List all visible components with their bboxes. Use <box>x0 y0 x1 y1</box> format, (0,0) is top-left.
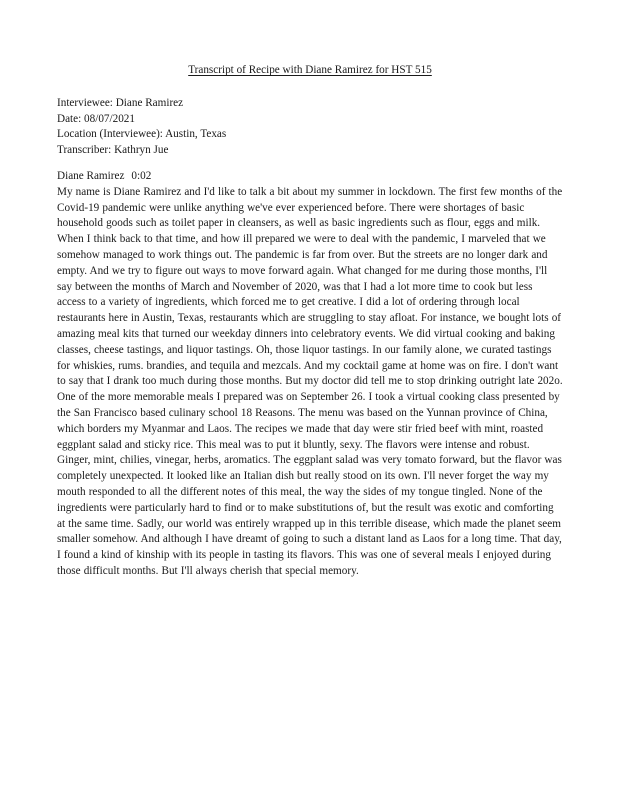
meta-transcriber: Transcriber: Kathryn Jue <box>57 144 169 157</box>
speaker-timestamp: 0:02 <box>131 169 152 182</box>
meta-date: Date: 08/07/2021 <box>57 112 135 125</box>
meta-interviewee: Interviewee: Diane Ramirez <box>57 96 184 109</box>
meta-location: Location (Interviewee): Austin, Texas <box>57 128 227 141</box>
speaker-line <box>57 169 563 185</box>
metadata-block <box>57 96 563 159</box>
speaker-name: Diane Ramirez <box>57 169 125 182</box>
transcript-body: My name is Diane Ramirez and I'd like to talk a bit about my summer in lockdown. The first few months of the Covid-19 pandemic were unlike anything we've ever experienced before. There were shortages of basic household goods such as toilet paper in cleansers, as well as basic ingredients such as flour, eggs and milk. When I think back to that time, and how ill prepared we were to deal with the pandemic, I marveled that we somehow managed to work things out. The pandemic is far from over. But the streets are no longer dark and empty. And we try to figure out ways to move forward again. What changed for me during those months, I'll say between the months of March and November of 2020, was that I had a lot more time to cook but less access to a variety of ingredients, which forced me to get creative. I did a lot of ordering through local restaurants here in Austin, Texas, restaurants which are struggling to stay afloat. For instance, we bought lots of amazing meal kits that turned our weekday dinners into celebratory events. We did virtual cooking and baking classes, cheese tastings, and liquor tastings. Oh, those liquor tastings. In our family alone, we curated tastings for whiskies, rums. brandies, and tequila and mezcals. And my cocktail game at home was on fire. I don't want to say that I drank too much during those months. But my doctor did tell me to stop drinking outright late 202o. One of the more memorable meals I prepared was on September 26. I took a virtual cooking class presented by the San Francisco based culinary school 18 Reasons. The menu was based on the Yunnan province of China, which borders my Myanmar and Laos. The recipes we made that day were stir fried beef with mint, roasted eggplant salad and sticky rice. This meal was to put it bluntly, sexy. The flavors were intense and robust. Ginger, mint, chilies, vinegar, herbs, aromatics. The eggplant salad was very tomato forward, but the flavor was completely unexpected. It looked like an Italian dish but really stood on its own. I'll never forget the way my mouth responded to all the different notes of this meal, the way the sides of my tongue tingled. None of the ingredients were particularly hard to find or to make substitutions of, but the result was exotic and comforting at the same time. Sadly, our world was entirely wrapped up in this terrible disease, which made the planet seem smaller somehow. And although I have dreamt of going to such a distant land as Laos for a long time. That day, I found a kind of kinship with its people in tasting its flavors. This was one of several meals I enjoyed during those difficult months. But I'll always cherish that special memory. <box>57 185 563 577</box>
document-title: Transcript of Recipe with Diane Ramirez for HST 515 <box>188 64 432 76</box>
